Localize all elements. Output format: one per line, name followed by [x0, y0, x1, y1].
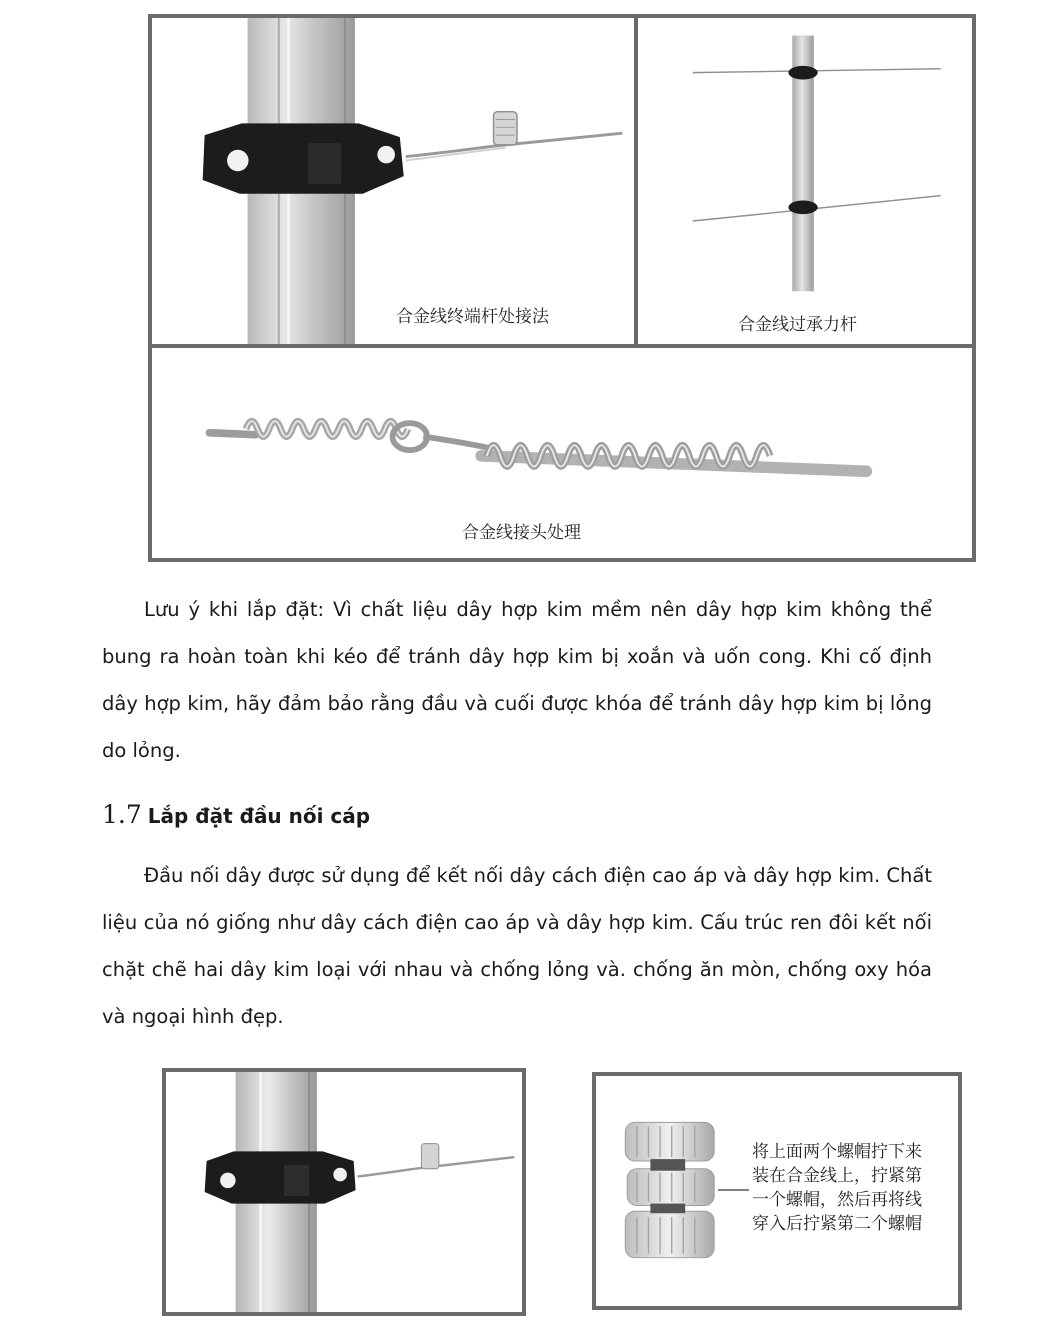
- section-heading: [102, 800, 370, 829]
- caption-tension-pole: 合金线过承力杆: [738, 315, 857, 335]
- section-number: 1.7: [102, 800, 142, 829]
- insulator-upper: [788, 66, 817, 80]
- caption-terminal-pole: 合金线终端杆处接法: [396, 307, 549, 327]
- section-title: Lắp đặt đầu nối cáp: [147, 804, 371, 828]
- section-body-text: Đầu nối dây được sử dụng để kết nối dây cách điện cao áp và dây hợp kim. Chất liệu của nó giống như dây cách điện cao áp và dây hợp kim. Cấu trúc ren đôi kết nối chặt chẽ hai dây kim loại với nhau và chống lỏng và. chống ăn mòn, chống oxy hóa và ngoại hình đẹp.: [102, 864, 932, 1028]
- panel-wire-joint: [148, 344, 976, 562]
- wire-nut: [494, 112, 517, 145]
- wire-nut: [421, 1144, 438, 1169]
- installation-note-text: Lưu ý khi lắp đặt: Vì chất liệu dây hợp kim mềm nên dây hợp kim không thể bung ra hoàn toàn khi kéo để tránh dây hợp kim bị xoắn và uốn cong. Khi cố định dây hợp kim, hãy đảm bảo rằng đầu và cuối được khóa để tránh dây hợp kim bị lỏng do lỏng.: [102, 598, 932, 762]
- panel-clamp-photo: [162, 1068, 526, 1316]
- connector-nuts: [625, 1122, 714, 1257]
- connector-note-line: 穿入后拧紧第二个螺帽: [752, 1214, 922, 1234]
- clamp-illustration: [166, 1072, 522, 1312]
- panel-terminal-pole: [148, 14, 638, 348]
- panel-tension-pole: [634, 14, 976, 348]
- terminal-pole-illustration: [152, 18, 634, 344]
- caption-wire-joint: 合金线接头处理: [462, 523, 581, 543]
- installation-note-paragraph: [102, 586, 932, 774]
- section-body-paragraph: [102, 852, 932, 1040]
- insulator-lower: [788, 201, 817, 215]
- connector-note-line: 装在合金线上，拧紧第: [752, 1166, 922, 1186]
- connector-note-line: 将上面两个螺帽拧下来: [752, 1142, 922, 1162]
- tension-pole-illustration: [638, 18, 972, 344]
- connector-note: [752, 1140, 922, 1236]
- connector-note-line: 一个螺帽，然后再将线: [752, 1190, 922, 1210]
